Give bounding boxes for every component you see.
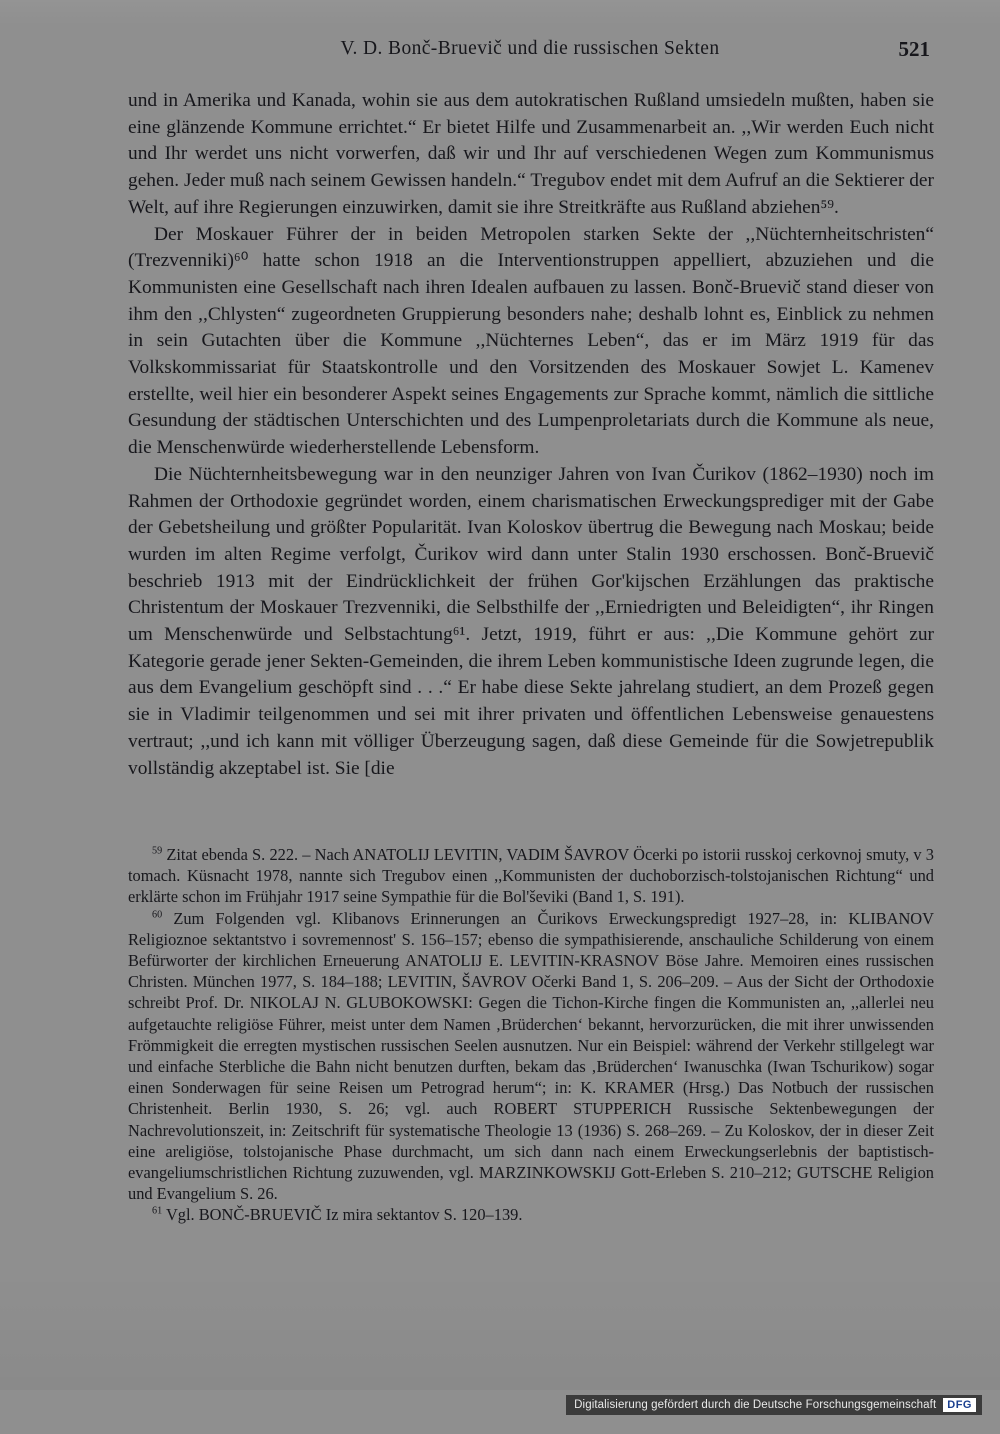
footnote-marker-61: 61 — [152, 1205, 163, 1217]
footnote-marker-59: 59 — [152, 845, 163, 857]
dfg-logo: DFG — [943, 1398, 976, 1412]
footnote-59 — [128, 844, 934, 908]
page-top-shading — [0, 0, 1000, 26]
scan-funding-notice: Digitalisierung gefördert durch die Deutsche Forschungsgemeinschaft — [574, 1399, 937, 1411]
body-text-column — [128, 88, 934, 782]
paragraph-1: und in Amerika und Kanada, wohin sie aus dem autokratischen Rußland umsiedeln mußten, haben sie eine glänzende Kommune errichtet.“ Er bietet Hilfe und Zusammenarbeit an. ,,Wir werden Euch nicht und Ihr werdet uns nicht vorwerfen, daß wir und Ihr auf verschiedenen Wegen zum Kommunismus gehen. Jeder muß nach seinem Gewissen handeln.“ Tregubov endet mit dem Aufruf an die Sektierer der Welt, auf ihre Regierungen einzuwirken, damit sie ihre Streitkräfte aus Rußland abziehen⁵⁹. — [128, 90, 934, 218]
page-header — [130, 38, 930, 60]
footnote-60 — [128, 908, 934, 1205]
scan-footer — [0, 1394, 1000, 1416]
running-title: V. D. Bonč-Bruevič und die russischen Sekten — [340, 38, 720, 59]
footnote-text-59: Zitat ebenda S. 222. – Nach ANATOLIJ LEVITIN, VADIM ŠAVROV Öcerki po istorii russkoj cerkovnoj smuty, v 3 tomach. Küsnacht 1978, nannte sich Tregubov einen ,,Kommunisten der duchoborzisch-tolstojanischen Richtung“ und erklärte schon im Frühjahr 1917 seine Sympathie für die Bol'ševiki (Band 1, S. 191). — [128, 845, 934, 907]
paragraph-3: Die Nüchternheitsbewegung war in den neunziger Jahren von Ivan Čurikov (1862–1930) noch im Rahmen der Orthodoxie gegründet worden, einem charismatischen Erweckungsprediger mit der Gabe der Gebetsheilung und größter Popularität. Ivan Koloskov übertrug die Bewegung nach Moskau; beide wurden im alten Regime verfolgt, Čurikov wird dann unter Stalin 1930 erschossen. Bonč-Bruevič beschrieb 1913 mit der Eindrücklichkeit der frühen Gor'kijschen Erzählungen das praktische Christentum der Moskauer Trezvenniki, die Selbsthilfe der ,,Erniedrigten und Beleidigten“, ihr Ringen um Menschenwürde und Selbstachtung⁶¹. Jetzt, 1919, führt er aus: ,,Die Kommune gehört zur Kategorie gerade jener Sekten-Gemeinden, die ihrem Leben kommunistische Ideen zugrunde legen, die aus dem Evangelium geschöpft sind . . .“ Er habe diese Sekte jahrelang studiert, an dem Prozeß gegen sie in Vladimir teilgenommen und sei mit ihrer privaten und öffentlichen Lebensweise genauestens vertraut; ,,und ich kann mit völliger Überzeugung sagen, daß diese Gemeinde für die Sowjetrepublik vollständig akzeptabel ist. Sie [die — [128, 463, 934, 779]
footnote-61 — [128, 1204, 934, 1225]
page-bottom-shading — [0, 1270, 1000, 1390]
footnote-text-61: Vgl. BONČ-BRUEVIČ Iz mira sektantov S. 120–139. — [165, 1205, 523, 1225]
scan-footer-strip — [566, 1395, 982, 1415]
paragraph-2: Der Moskauer Führer der in beiden Metropolen starken Sekte der ,,Nüchternheitschristen“ (Trezvenniki)⁶⁰ hatte schon 1918 an die Interventionstruppen appelliert, abzuziehen und die Kommunisten eine Gesellschaft nach ihren Idealen aufbauen zu lassen. Bonč-Bruevič stand dieser von ihm den ,,Chlysten“ zugeordneten Gruppierung besonders nahe; deshalb lohnt es, Einblick zu nehmen in sein Gutachten über die Kommune ,,Nüchternes Leben“, das er im März 1919 für das Volkskommissariat für Staatskontrolle und den Vorsitzenden des Moskauer Sowjet L. Kamenev erstellte, weil hier ein besonderer Aspekt seines Engagements zur Sprache kommt, nämlich die sittliche Gesundung der städtischen Unterschichten und des Lumpenproletariats durch die Kommune als neue, die Menschenwürde wiederherstellende Lebensform. — [128, 223, 934, 459]
footnotes-block — [128, 844, 934, 1226]
footnote-marker-60: 60 — [152, 909, 163, 921]
footnote-text-60: Zum Folgenden vgl. Klibanovs Erinnerungen an Čurikovs Erweckungspredigt 1927–28, in: KLIBANOV Religioznoe sektantstvo i sovremennost' S. 156–157; ebenso die sympathisierende, anschauliche Schilderung von einem Befürworter der kirchlichen Erneuerung ANATOLIJ E. LEVITIN-KRASNOV Böse Jahre. Memoiren eines russischen Christen. München 1977, S. 184–188; LEVITIN, ŠAVROV Očerki Band 1, S. 206–209. – Aus der Sicht der Orthodoxie schreibt Prof. Dr. NIKOLAJ N. GLUBOKOWSKI: Gegen die Tichon-Kirche fingen die Kommunisten an, ,,allerlei neu aufgetauchte religiöse Führer, meist unter dem Namen ‚Brüderchen‘ bekannt, hervorzurücken, die mit ihrer unwissenden Frömmigkeit die erregten mystischen russischen Seelen ausnutzen. Nur ein Beispiel: während der Verkehr stillgelegt war und einfache Sterbliche die Bahn nicht benutzen durften, bekam das ‚Brüderchen‘ Iwanuschka (Iwan Tschurikow) sogar einen Sonderwagen für seine Reisen um Petrograd herum“; in: K. KRAMER (Hrsg.) Das Notbuch der russischen Christenheit. Berlin 1930, S. 26; vgl. auch ROBERT STUPPERICH Russische Sektenbewegungen der Nachrevolutionszeit, in: Zeitschrift für systematische Theologie 13 (1936) S. 268–269. – Zu Koloskov, der in dieser Zeit eine areligiöse, tolstojanische Phase durchmacht, um sich dann nach einem Erweckungserlebnis der baptistisch-evangeliumschristlichen Richtung zuzuwenden, vgl. MARZINKOWSKIJ Gott-Erleben S. 210–212; GUTSCHE Religion und Evangelium S. 26. — [128, 908, 934, 1204]
page-number: 521 — [898, 37, 930, 61]
